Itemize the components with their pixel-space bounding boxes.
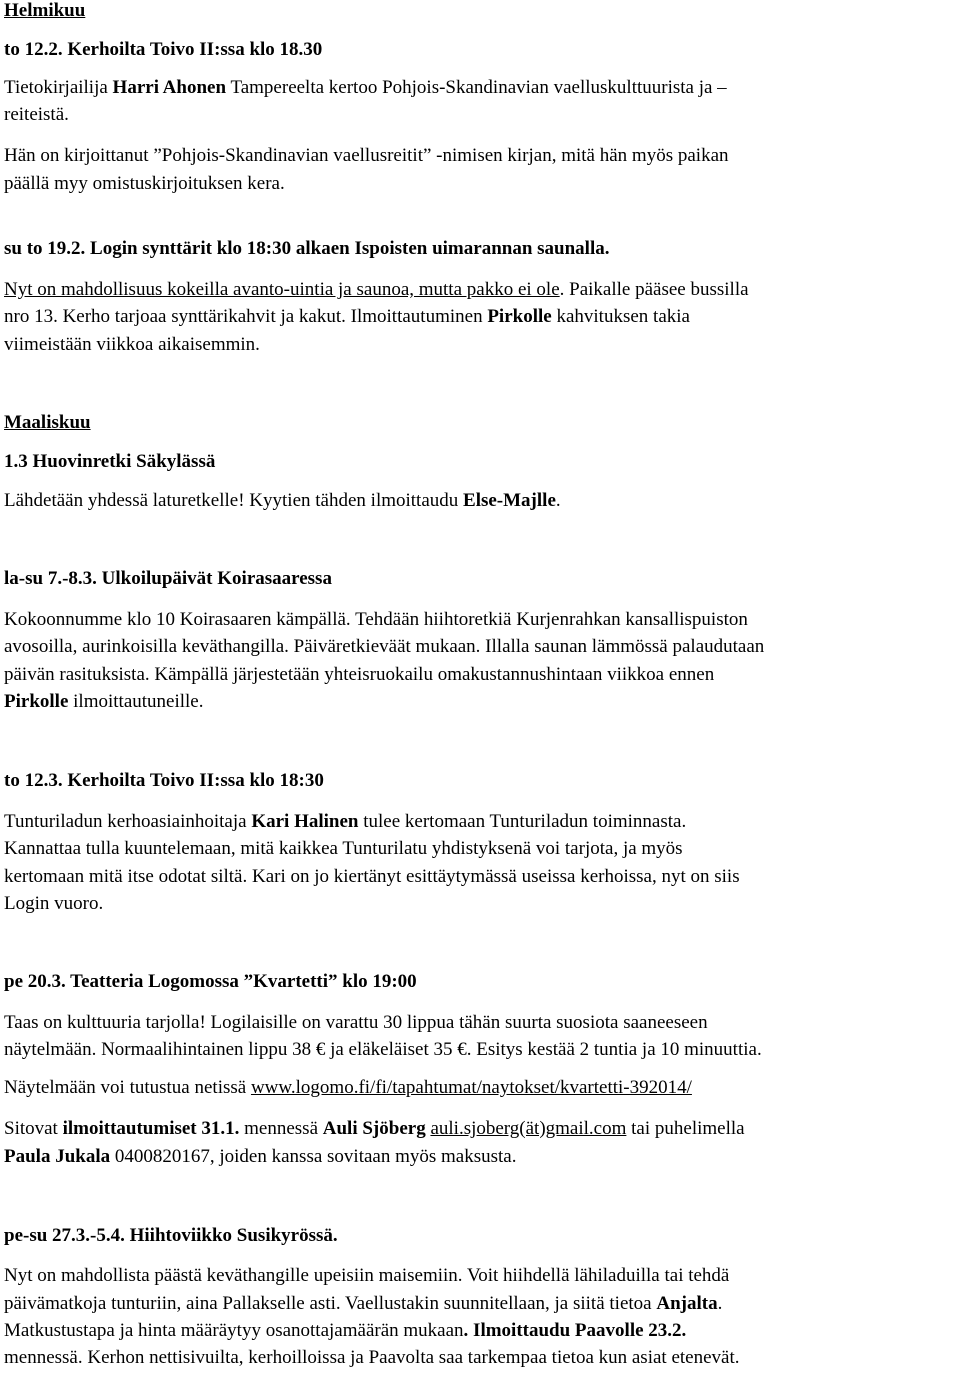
event-text-line: Taas on kulttuuria tarjolla! Logilaisille on varattu 30 lippua tähän suurta suosiota saaneeseen <box>4 1012 708 1033</box>
month-heading-march: Maaliskuu <box>4 412 91 433</box>
event-text-line: Sitovat ilmoittautumiset 31.1. mennessä Auli Sjöberg auli.sjoberg(ät)gmail.com tai puhelimella <box>4 1118 745 1139</box>
event-text-line: Nyt on mahdollista päästä keväthangille upeisiin maisemiin. Voit hiihdellä lähiladuilla tai tehdä <box>4 1265 730 1286</box>
event-title-mar-2: la-su 7.-8.3. Ulkoilupäivät Koirasaaressa <box>4 568 332 589</box>
event-text-line: Hän on kirjoittanut ”Pohjois-Skandinavian vaellusreitit” -nimisen kirjan, mitä hän myös paikan <box>4 145 729 166</box>
event-text-line: Nyt on mahdollisuus kokeilla avanto-uintia ja saunoa, mutta pakko ei ole. Paikalle pääsee bussilla <box>4 279 749 300</box>
event-text-line: Kokoonnumme klo 10 Koirasaaren kämpällä. Tehdään hiihtoretkiä Kurjenrahkan kansallispuiston <box>4 609 748 630</box>
event-title-mar-5: pe-su 27.3.-5.4. Hiihtoviikko Susikyrössä. <box>4 1225 338 1246</box>
event-title-mar-4: pe 20.3. Teatteria Logomossa ”Kvartetti” klo 19:00 <box>4 971 417 992</box>
event-text-line: Matkustustapa ja hinta määräytyy osanottajamäärän mukaan. Ilmoittaudu Paavolle 23.2. <box>4 1320 687 1341</box>
event-text-line: mennessä. Kerhon nettisivuilta, kerhoilloissa ja Paavolta saa tarkempaa tietoa kun asiat etenevät. <box>4 1347 740 1368</box>
event-text-line: Lähdetään yhdessä laturetkelle! Kyytien tähden ilmoittaudu Else-Majlle. <box>4 490 561 511</box>
event-text-line: Pirkolle ilmoittautuneille. <box>4 691 204 712</box>
event-text-line: avosoilla, aurinkoisilla keväthangilla. Päiväretkieväät mukaan. Illalla saunan lämmössä palaudutaan <box>4 636 765 657</box>
event-text-line: Login vuoro. <box>4 893 104 914</box>
event-title-feb-1: to 12.2. Kerhoilta Toivo II:ssa klo 18.30 <box>4 39 323 60</box>
email-link[interactable]: auli.sjoberg(ät)gmail.com <box>430 1118 627 1139</box>
theatre-link[interactable]: www.logomo.fi/fi/tapahtumat/naytokset/kvartetti-392014/ <box>250 1077 692 1098</box>
event-text-line: viimeistään viikkoa aikaisemmin. <box>4 334 260 355</box>
event-text-line: Tunturiladun kerhoasiainhoitaja Kari Halinen tulee kertomaan Tunturiladun toiminnasta. <box>4 811 687 832</box>
event-text-line: reiteistä. <box>4 104 69 125</box>
event-text-line: päällä myy omistuskirjoituksen kera. <box>4 173 285 194</box>
event-text-line: Tietokirjailija Harri Ahonen Tampereelta kertoo Pohjois-Skandinavian vaelluskulttuurista ja – <box>4 77 727 98</box>
event-text-line: Paula Jukala 0400820167, joiden kanssa sovitaan myös maksusta. <box>4 1146 517 1167</box>
event-text-line: päivän rasituksista. Kämpällä järjestetään yhteisruokailu omakustannushintaan viikkoa ennen <box>4 664 715 685</box>
event-title-mar-3: to 12.3. Kerhoilta Toivo II:ssa klo 18:30 <box>4 770 324 791</box>
event-text-line: Näytelmään voi tutustua netissä www.logomo.fi/fi/tapahtumat/naytokset/kvartetti-392014/ <box>4 1077 692 1098</box>
event-text-line: päivämatkoja tunturiin, aina Pallakselle asti. Vaellustakin suunnitellaan, ja siitä tietoa Anjalta. <box>4 1293 723 1314</box>
event-text-line: nro 13. Kerho tarjoaa synttärikahvit ja kakut. Ilmoittautuminen Pirkolle kahvituksen takia <box>4 306 690 327</box>
month-heading-february: Helmikuu <box>4 0 86 21</box>
event-title-feb-2: su to 19.2. Login synttärit klo 18:30 alkaen Ispoisten uimarannan saunalla. <box>4 238 610 259</box>
event-text-line: kertomaan mitä itse odotat siltä. Kari on jo kiertänyt esittäytymässä useissa kerhoissa, nyt on siis <box>4 866 740 887</box>
event-text-line: näytelmään. Normaalihintainen lippu 38 € ja eläkeläiset 35 €. Esitys kestää 2 tuntia ja 10 minuuttia. <box>4 1039 762 1060</box>
event-title-mar-1: 1.3 Huovinretki Säkylässä <box>4 451 216 472</box>
event-text-line: Kannattaa tulla kuuntelemaan, mitä kaikkea Tunturilatu yhdistyksenä voi tarjota, ja myös <box>4 838 683 859</box>
